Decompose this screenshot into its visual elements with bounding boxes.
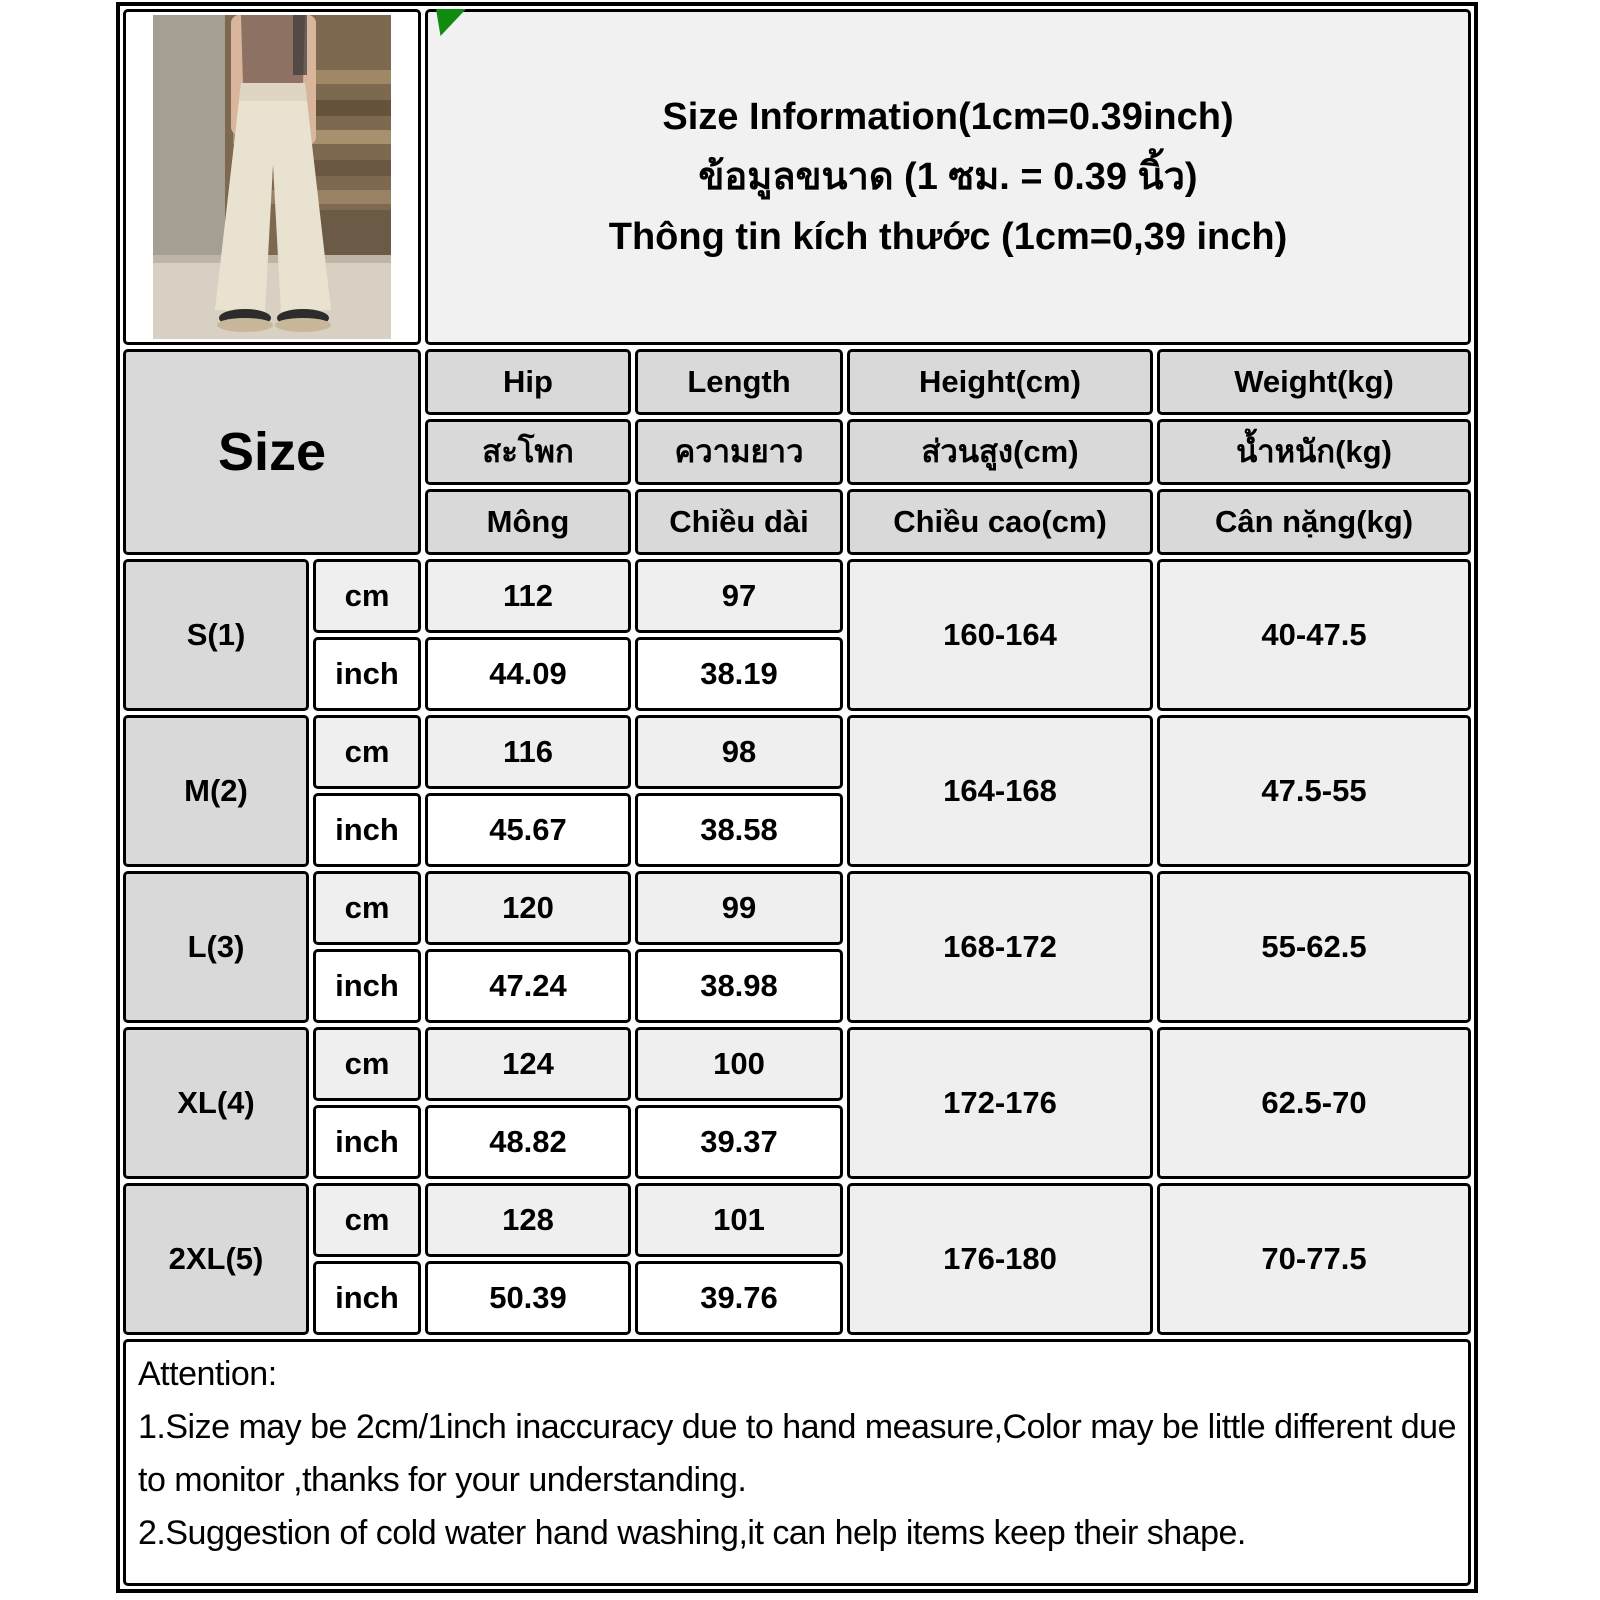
title-cell bbox=[425, 9, 1471, 345]
size-chart-sheet bbox=[116, 2, 1478, 1593]
length-inch-value: 39.37 bbox=[635, 1105, 843, 1179]
size-label: L(3) bbox=[123, 871, 309, 1023]
product-photo-cell bbox=[123, 9, 421, 345]
header-length-en: Length bbox=[635, 349, 843, 415]
length-inch-value: 38.58 bbox=[635, 793, 843, 867]
header-hip-vi: Mông bbox=[425, 489, 631, 555]
hip-inch-value: 45.67 bbox=[425, 793, 631, 867]
unit-label-cm: cm bbox=[313, 715, 421, 789]
unit-label-inch: inch bbox=[313, 1105, 421, 1179]
height-range: 160-164 bbox=[847, 559, 1153, 711]
header-hip-en: Hip bbox=[425, 349, 631, 415]
weight-range: 70-77.5 bbox=[1157, 1183, 1471, 1335]
hip-cm-value: 112 bbox=[425, 559, 631, 633]
size-label: S(1) bbox=[123, 559, 309, 711]
header-hip-th: สะโพก bbox=[425, 419, 631, 485]
attention-heading: Attention: bbox=[138, 1355, 277, 1393]
header-length-vi: Chiều dài bbox=[635, 489, 843, 555]
unit-label-cm: cm bbox=[313, 871, 421, 945]
unit-label-inch: inch bbox=[313, 949, 421, 1023]
weight-range: 55-62.5 bbox=[1157, 871, 1471, 1023]
length-cm-value: 100 bbox=[635, 1027, 843, 1101]
hip-inch-value: 48.82 bbox=[425, 1105, 631, 1179]
unit-label-cm: cm bbox=[313, 559, 421, 633]
length-cm-value: 101 bbox=[635, 1183, 843, 1257]
length-cm-value: 99 bbox=[635, 871, 843, 945]
length-cm-value: 97 bbox=[635, 559, 843, 633]
size-label: 2XL(5) bbox=[123, 1183, 309, 1335]
height-range: 176-180 bbox=[847, 1183, 1153, 1335]
length-cm-value: 98 bbox=[635, 715, 843, 789]
hip-inch-value: 44.09 bbox=[425, 637, 631, 711]
hip-cm-value: 116 bbox=[425, 715, 631, 789]
attention-section bbox=[123, 1339, 1471, 1586]
height-range: 164-168 bbox=[847, 715, 1153, 867]
title-vietnamese: Thông tin kích thước (1cm=0,39 inch) bbox=[608, 216, 1288, 258]
unit-label-cm: cm bbox=[313, 1027, 421, 1101]
hip-inch-value: 47.24 bbox=[425, 949, 631, 1023]
header-weight-en: Weight(kg) bbox=[1157, 349, 1471, 415]
hip-cm-value: 120 bbox=[425, 871, 631, 945]
hip-cm-value: 124 bbox=[425, 1027, 631, 1101]
attention-note-1: 1.Size may be 2cm/1inch inaccuracy due to hand measure,Color may be little different due to monitor ,thanks for your understanding. bbox=[138, 1408, 1456, 1499]
unit-label-inch: inch bbox=[313, 793, 421, 867]
weight-range: 40-47.5 bbox=[1157, 559, 1471, 711]
weight-range: 47.5-55 bbox=[1157, 715, 1471, 867]
header-height-vi: Chiều cao(cm) bbox=[847, 489, 1153, 555]
size-label: M(2) bbox=[123, 715, 309, 867]
corner-triangle-icon bbox=[436, 9, 466, 36]
unit-label-inch: inch bbox=[313, 637, 421, 711]
length-inch-value: 39.76 bbox=[635, 1261, 843, 1335]
header-weight-th: น้ำหนัก(kg) bbox=[1157, 419, 1471, 485]
hip-inch-value: 50.39 bbox=[425, 1261, 631, 1335]
height-range: 172-176 bbox=[847, 1027, 1153, 1179]
hip-cm-value: 128 bbox=[425, 1183, 631, 1257]
attention-note-2: 2.Suggestion of cold water hand washing,it can help items keep their shape. bbox=[138, 1514, 1246, 1552]
length-inch-value: 38.98 bbox=[635, 949, 843, 1023]
unit-label-inch: inch bbox=[313, 1261, 421, 1335]
product-photo bbox=[153, 15, 391, 339]
size-header-cell: Size bbox=[123, 349, 421, 555]
weight-range: 62.5-70 bbox=[1157, 1027, 1471, 1179]
title-thai: ข้อมูลขนาด (1 ซม. = 0.39 นิ้ว) bbox=[698, 156, 1198, 198]
header-weight-vi: Cân nặng(kg) bbox=[1157, 489, 1471, 555]
header-height-en: Height(cm) bbox=[847, 349, 1153, 415]
size-label: XL(4) bbox=[123, 1027, 309, 1179]
height-range: 168-172 bbox=[847, 871, 1153, 1023]
length-inch-value: 38.19 bbox=[635, 637, 843, 711]
header-length-th: ความยาว bbox=[635, 419, 843, 485]
unit-label-cm: cm bbox=[313, 1183, 421, 1257]
header-height-th: ส่วนสูง(cm) bbox=[847, 419, 1153, 485]
title-english: Size Information(1cm=0.39inch) bbox=[662, 96, 1234, 138]
